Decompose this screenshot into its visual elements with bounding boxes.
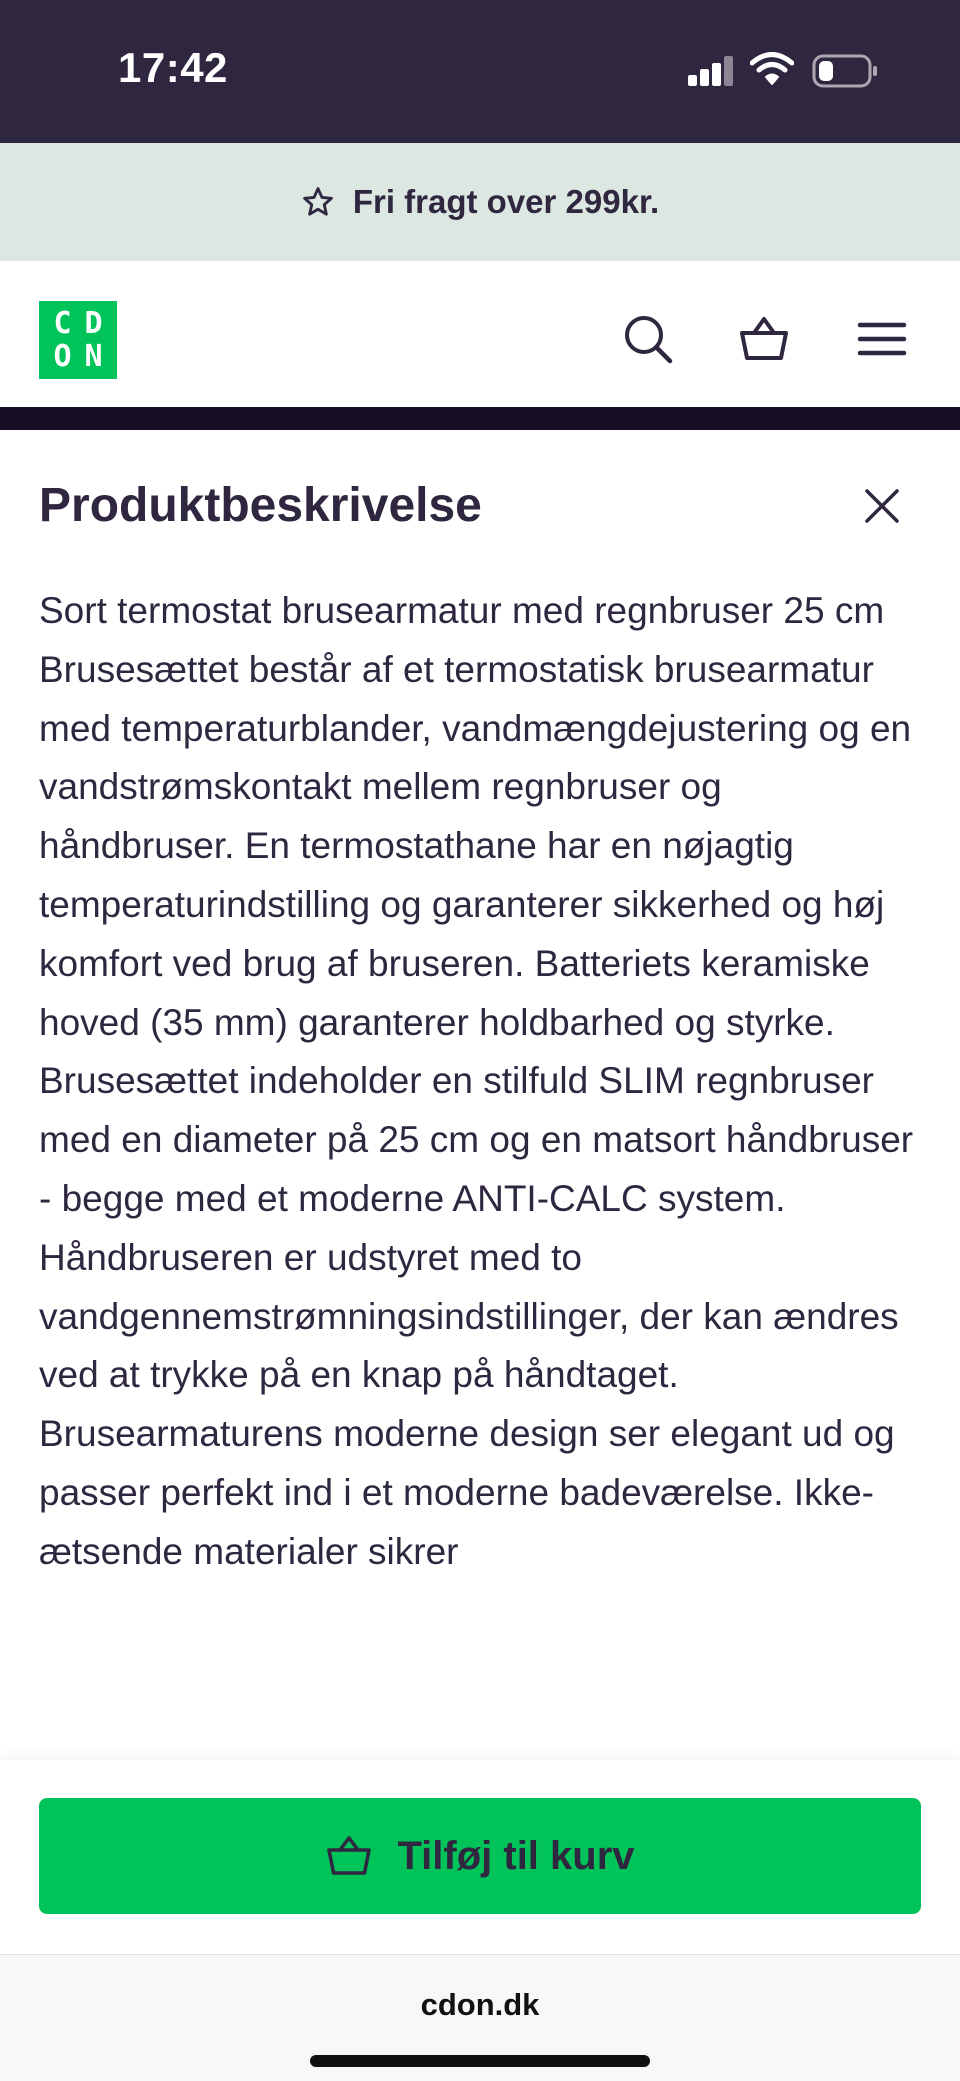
text-fade bbox=[0, 1660, 960, 1760]
status-bar bbox=[0, 0, 960, 143]
logo-letter: D bbox=[84, 305, 103, 341]
cart-icon bbox=[325, 1833, 373, 1879]
cart-icon[interactable] bbox=[736, 311, 792, 367]
site-header bbox=[0, 261, 960, 407]
browser-bar bbox=[0, 1954, 960, 2081]
description-text bbox=[39, 582, 919, 1582]
signal-icon bbox=[688, 56, 734, 86]
search-icon[interactable] bbox=[620, 311, 676, 367]
status-time: 17:42 bbox=[118, 44, 228, 91]
wifi-icon bbox=[750, 52, 794, 86]
menu-icon[interactable] bbox=[854, 311, 910, 367]
home-indicator[interactable] bbox=[310, 2055, 650, 2067]
description-heading-line: Sort termostat brusearmatur med regnbruser 25 cm bbox=[39, 590, 885, 631]
promo-banner bbox=[0, 143, 960, 261]
product-description-panel bbox=[0, 430, 960, 1760]
logo-letter: O bbox=[53, 338, 72, 374]
description-body: Brusesættet består af et termostatisk brusearmatur med temperaturblander, vandmængdejustering og en vandstrømskontakt mellem regnbruser og håndbruser. En termostathane har en nøjagtig temperaturindstilling og garanterer sikkerhed og høj komfort ved brug af bruseren. Batteriets keramiske hoved (35 mm) garanterer holdbarhed og styrke. Brusesættet indeholder en stilfuld SLIM regnbruser med en diameter på 25 cm og en matsort håndbruser - begge med et moderne ANTI-CALC system. Håndbruseren er udstyret med to vandgennemstrømningsindstillinger, der kan ændres ved at trykke på en knap på håndtaget. Brusearmaturens moderne design ser elegant ud og passer perfekt ind i et moderne badeværelse. Ikke-ætsende materialer sikrer bbox=[39, 648, 914, 1572]
action-area bbox=[0, 1760, 960, 1954]
add-to-cart-label: Tilføj til kurv bbox=[397, 1833, 635, 1878]
add-to-cart-button[interactable] bbox=[39, 1798, 921, 1914]
panel-title: Produktbeskrivelse bbox=[39, 479, 482, 532]
url-text[interactable]: cdon.dk bbox=[420, 1987, 540, 2022]
cdon-logo[interactable] bbox=[39, 301, 117, 379]
divider bbox=[0, 407, 960, 430]
star-icon bbox=[301, 185, 335, 219]
logo-letter: N bbox=[84, 338, 103, 374]
battery-icon bbox=[812, 54, 878, 88]
close-icon[interactable] bbox=[862, 486, 902, 526]
promo-text: Fri fragt over 299kr. bbox=[352, 183, 660, 220]
logo-letter: C bbox=[53, 305, 72, 341]
